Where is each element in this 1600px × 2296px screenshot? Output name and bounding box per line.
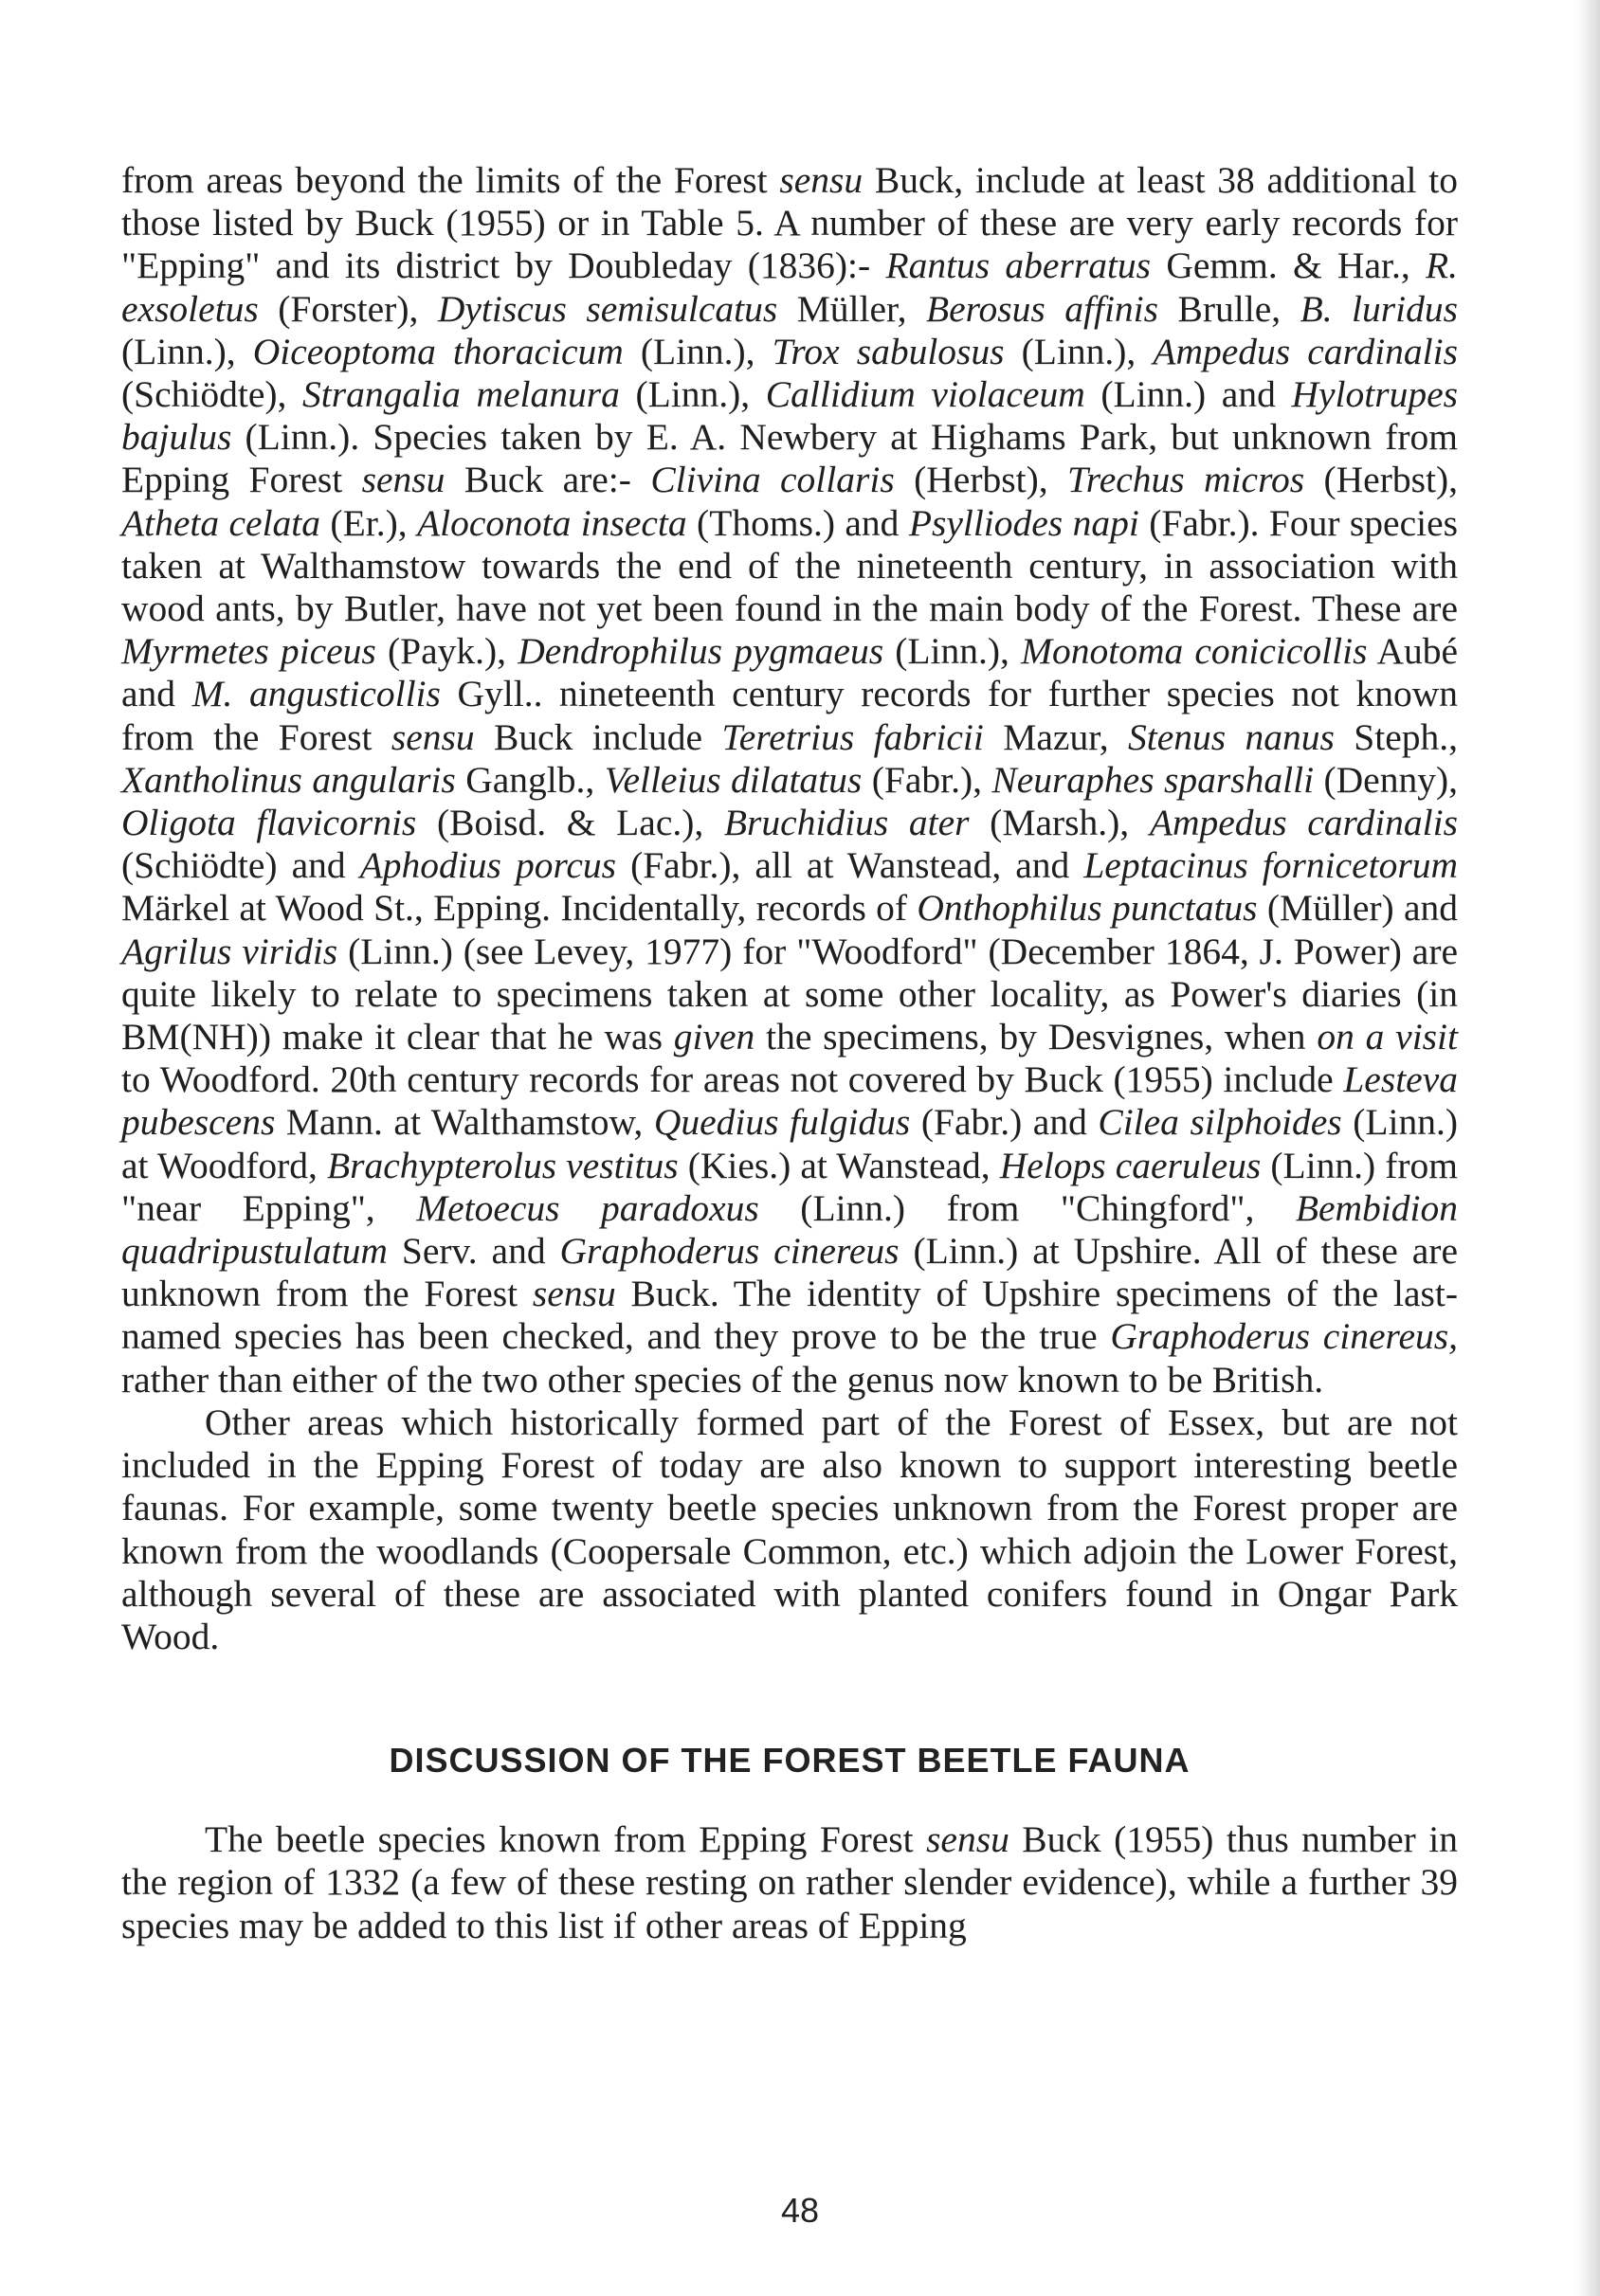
text-run: to Woodford. 20th century records for areas not covered by Buck (1955) include	[121, 1058, 1344, 1101]
italic-text-run: sensu	[779, 159, 864, 201]
italic-text-run: Quedius fulgidus	[653, 1101, 911, 1144]
text-run: (Forster),	[258, 287, 438, 330]
section-heading: DISCUSSION OF THE FOREST BEETLE FAUNA	[389, 1741, 1191, 1781]
italic-text-run: Bruchidius ater	[723, 802, 970, 844]
text-run: (Er.),	[320, 501, 417, 544]
italic-text-run: Xantholinus angularis	[121, 758, 456, 801]
italic-text-run: Ampedus cardinalis	[1153, 330, 1458, 372]
paragraph-3	[121, 1818, 1458, 1947]
italic-text-run: Callidium violaceum	[765, 373, 1085, 416]
text-run: Müller,	[777, 287, 926, 330]
italic-text-run: Psylliodes napi	[908, 501, 1139, 544]
italic-text-run: sensu	[532, 1273, 616, 1315]
text-run: The beetle species known from Epping Forest	[205, 1818, 927, 1861]
text-run: (Fabr.), all at Wanstead, and	[616, 844, 1084, 887]
italic-text-run: Helops caeruleus	[999, 1144, 1262, 1186]
italic-text-run: Graphoderus cinereus,	[1110, 1315, 1458, 1358]
italic-text-run: Atheta celata	[121, 501, 321, 544]
page-number: 48	[780, 2191, 820, 2230]
text-run: (Linn.),	[1004, 330, 1154, 372]
italic-text-run: Trox sabulosus	[772, 330, 1005, 372]
italic-text-run: Myrmetes piceus	[121, 630, 376, 673]
text-run: Aubé and	[121, 630, 1458, 715]
text-run: (Boisd. & Lac.),	[416, 802, 724, 844]
text-run: Gyll.. nineteenth century records for further species not known from the Forest	[121, 673, 1458, 758]
text-run: (Linn.),	[623, 330, 773, 372]
italic-text-run: Brachypterolus vestitus	[327, 1144, 679, 1186]
text-run: Serv. and	[387, 1230, 560, 1273]
italic-text-run: Dytiscus semisulcatus	[437, 287, 778, 330]
text-run: from areas beyond the limits of the Forest	[121, 159, 780, 201]
italic-text-run: Strangalia melanura	[302, 373, 620, 416]
italic-text-run: B. luridus	[1300, 287, 1458, 330]
italic-text-run: Trechus micros	[1067, 459, 1305, 501]
page-body	[121, 159, 1458, 1947]
italic-text-run: Clivina collaris	[650, 459, 895, 501]
text-run: (Kies.) at Wanstead,	[678, 1144, 1000, 1186]
text-run: (Herbst),	[894, 459, 1068, 501]
text-run: (Linn.) from "near Epping",	[121, 1144, 1458, 1229]
text-run: (Herbst),	[1304, 459, 1458, 501]
italic-text-run: sensu	[391, 715, 475, 758]
text-run: Märkel at Wood St., Epping. Incidentally, records of	[121, 887, 918, 930]
paragraph-2-text	[121, 1401, 1458, 1657]
text-run: Buck are:-	[445, 459, 651, 501]
italic-text-run: Monotoma conicicollis	[1021, 630, 1368, 673]
text-run: (Linn.) and	[1084, 373, 1292, 416]
paragraph-1	[121, 159, 1458, 1401]
italic-text-run: Metoecus paradoxus	[416, 1186, 759, 1229]
italic-text-run: Oligota flavicornis	[121, 802, 417, 844]
italic-text-run: Hylotrupes bajulus	[121, 373, 1458, 459]
text-run: (Payk.),	[375, 630, 518, 673]
text-run: (Linn.),	[121, 330, 253, 372]
italic-text-run: Graphoderus cinereus	[559, 1230, 900, 1273]
italic-text-run: Cilea silphoides	[1098, 1101, 1342, 1144]
italic-text-run: Onthophilus punctatus	[917, 887, 1258, 930]
text-run: (Denny),	[1314, 758, 1458, 801]
text-run: (Müller) and	[1257, 887, 1458, 930]
text-run: Ganglb.,	[455, 758, 605, 801]
text-run: Buck include	[474, 715, 722, 758]
text-run: Brulle,	[1158, 287, 1300, 330]
paragraph-2	[121, 1401, 1458, 1658]
paragraph-3-text	[121, 1818, 1458, 1945]
text-run: (Linn.) (see Levey, 1977) for "Woodford" (December 1864, J. Power) are quite likely to relate to specimens taken at some other locality, as Power's diaries (in BM(NH)) make it clear that he was	[121, 930, 1458, 1058]
italic-text-run: R. exsoletus	[121, 244, 1458, 330]
italic-text-run: Dendrophilus pygmaeus	[518, 630, 884, 673]
italic-text-run: Rantus aberratus	[885, 244, 1152, 287]
text-run: (Linn.),	[883, 630, 1022, 673]
italic-text-run: Leptacinus fornicetorum	[1083, 844, 1459, 887]
italic-text-run: Ampedus cardinalis	[1149, 802, 1458, 844]
italic-text-run: Agrilus viridis	[121, 930, 338, 972]
text-run: Gemm. & Har.,	[1151, 244, 1426, 287]
text-run: (Fabr.). Four species taken at Walthamstow towards the end of the nineteenth century, in association with wood ants, by Butler, have not yet been found in the main body of the Forest. These are	[121, 501, 1458, 630]
italic-text-run: Teretrius fabricii	[721, 715, 984, 758]
italic-text-run: Berosus affinis	[925, 287, 1159, 330]
text-run: (Marsh.),	[969, 802, 1150, 844]
text-run: Steph.,	[1334, 715, 1458, 758]
text-run: (Linn.) at Woodford,	[121, 1101, 1458, 1186]
text-run: (Thoms.) and	[686, 501, 909, 544]
italic-text-run: sensu	[926, 1818, 1009, 1861]
text-run: (Linn.). Species taken by E. A. Newbery at Highams Park, but unknown from Epping Forest	[121, 416, 1458, 501]
text-run: (Linn.),	[619, 373, 766, 416]
italic-text-run: on a visit	[1317, 1016, 1458, 1058]
text-run: Buck. The identity of Upshire specimens of the last-named species has been checked, and they prove to be the true	[121, 1273, 1458, 1358]
page-edge-shadow	[1575, 0, 1600, 2296]
italic-text-run: Velleius dilatatus	[604, 758, 863, 801]
text-run: (Fabr.) and	[910, 1101, 1099, 1144]
text-run: Mazur,	[983, 715, 1129, 758]
text-run: (Schiödte) and	[121, 844, 360, 887]
italic-text-run: sensu	[361, 459, 445, 501]
text-run: the specimens, by Desvignes, when	[755, 1016, 1318, 1058]
text-run: Buck (1955) thus number in the region of 1332 (a few of these resting on rather slender evidence), while a further 39 species may be added to this list if other areas of Epping	[121, 1818, 1458, 1946]
text-run: (Fabr.),	[862, 758, 992, 801]
italic-text-run: Bembidion quadripustulatum	[121, 1186, 1458, 1273]
text-run: Other areas which historically formed part of the Forest of Essex, but are not included in the Epping Forest of today are also known to support interesting beetle faunas. For example, some twenty beetle species unknown from the Forest proper are known from the woodlands (Coopersale Common, etc.) which adjoin the Lower Forest, although several of these are associated with planted conifers found in Ongar Park Wood.	[121, 1401, 1458, 1657]
italic-text-run: Oiceoptoma thoracicum	[252, 330, 624, 372]
text-run: Mann. at Walthamstow,	[275, 1101, 654, 1144]
italic-text-run: given	[673, 1016, 755, 1058]
italic-text-run: Lesteva pubescens	[121, 1058, 1458, 1144]
italic-text-run: Aphodius porcus	[359, 844, 617, 887]
italic-text-run: M. angusticollis	[191, 673, 441, 715]
text-run: Buck, include at least 38 additional to those listed by Buck (1955) or in Table 5. A number of these are very early records for "Epping" and its district by Doubleday (1836):-	[121, 159, 1458, 287]
italic-text-run: Aloconota insecta	[417, 501, 687, 544]
text-run: (Linn.) from "Chingford",	[758, 1186, 1296, 1229]
italic-text-run: Neuraphes sparshalli	[991, 758, 1315, 801]
text-run: (Schiödte),	[121, 373, 303, 416]
text-run: (Linn.) at Upshire. All of these are unknown from the Forest	[121, 1230, 1458, 1315]
text-run: rather than either of the two other species of the genus now known to be British.	[121, 1358, 1324, 1401]
italic-text-run: Stenus nanus	[1128, 715, 1335, 758]
